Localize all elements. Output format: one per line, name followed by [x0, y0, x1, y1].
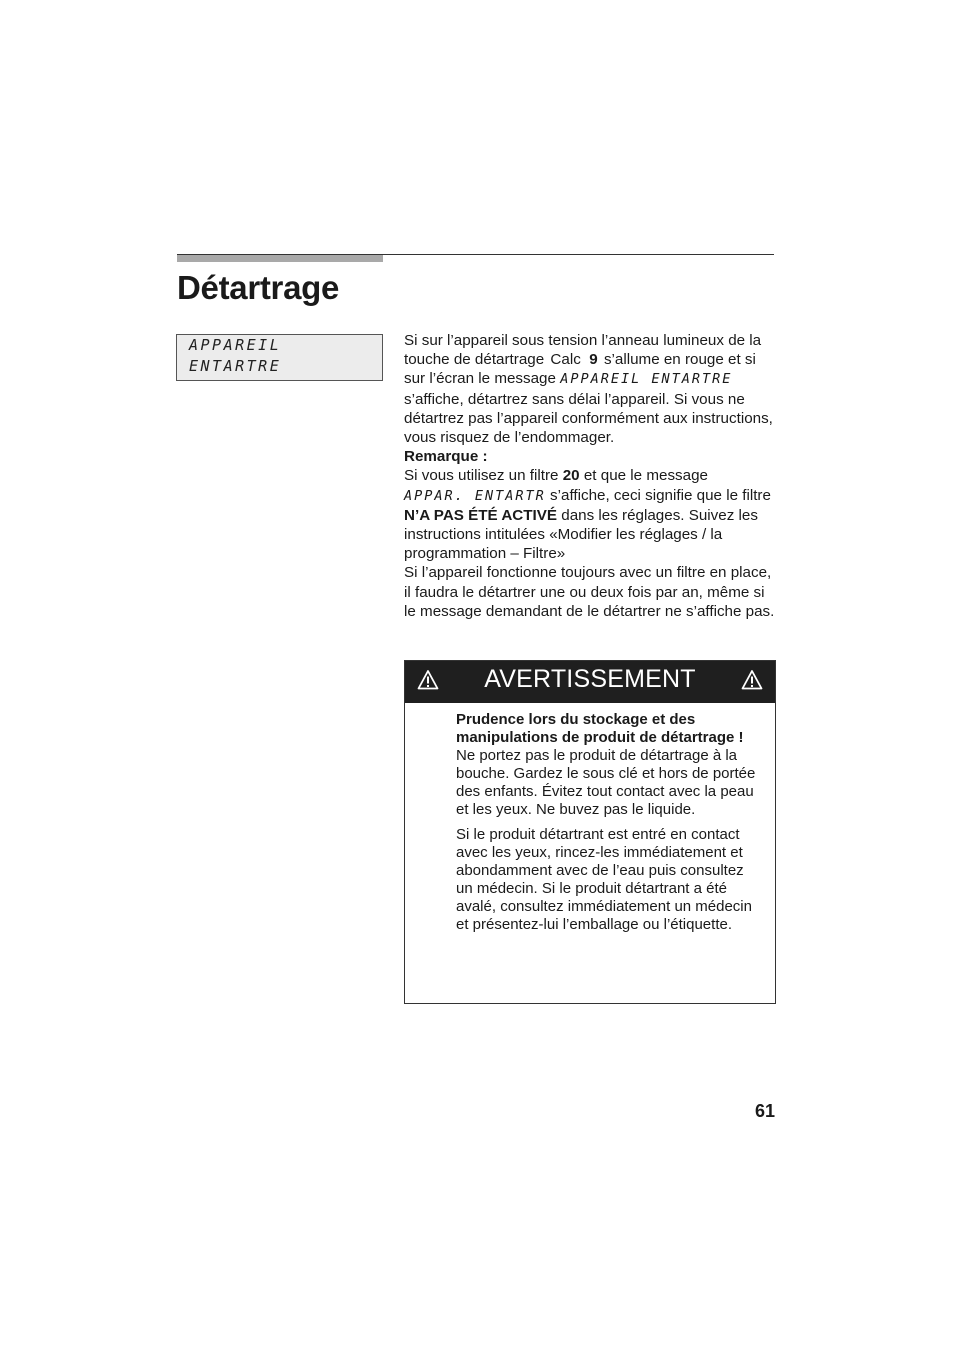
filter-display-message: APPAR. ENTARTR	[404, 487, 546, 504]
warning-body	[456, 711, 756, 934]
header-accent-bar	[177, 255, 383, 262]
display-message: APPAREIL ENTARTRE	[560, 371, 733, 388]
filter-note-paragraph: Si l’appareil fonctionne toujours avec un filtre en place, il faudra le détartrer une ou deux fois par an, même si le message demandant de le détartrer ne s’affiche pas.	[404, 564, 775, 620]
page-title: Détartrage	[177, 269, 340, 306]
display-screen	[176, 334, 383, 381]
text-column	[404, 331, 776, 621]
display-line-2: ENTARTRE	[189, 357, 282, 375]
filter-status: N’A PAS ÉTÉ ACTIVÉ	[404, 506, 558, 524]
display-line-1: APPAREIL	[189, 336, 282, 354]
page-number: 61	[754, 1101, 775, 1121]
warning-box	[404, 660, 776, 1004]
warning-paragraph-2: Si le produit détartrant est entré en contact avec les yeux, rincez-les immédiatement et abondamment avec de l’eau puis consultez un médecin. Si le produit détartrant a été avalé, consultez immédiatement un médecin et présentez-lui l’emballage ou l’étiquette.	[456, 826, 752, 933]
remark-paragraph: Si vous utilisez un filtre 20 et que le message APPAR. ENTARTR s’affiche, ceci signifie que le filtre N’A PAS ÉTÉ ACTIVÉ dans les réglages. Suivez les instructions intitulées «Modifier les réglages / la programmation – Filtre»	[404, 467, 771, 563]
warning-paragraph-1: Ne portez pas le produit de détartrage à la bouche. Gardez le sous clé et hors de portée des enfants. Évitez tout contact avec la peau et les yeux. Ne buvez pas le liquide.	[456, 746, 756, 818]
warning-heading: Prudence lors du stockage et des manipulations de produit de détartrage !	[456, 711, 744, 746]
remark-label: Remarque :	[404, 448, 488, 466]
calc-key-label: Calc 9	[550, 351, 598, 369]
warning-triangle-icon	[741, 669, 763, 691]
intro-paragraph: Si sur l’appareil sous tension l’anneau lumineux de la touche de détartrage Calc 9 s’allume en rouge et si sur l’écran le message APPAREIL ENTARTRE s’affiche, détartrez sans délai l’appareil. Si vous ne détartrez pas l’appareil conformément aux instructions, vous risquez de l’endommager.	[404, 332, 773, 447]
filter-number: 20	[562, 467, 580, 485]
warning-header	[405, 661, 775, 703]
warning-title: AVERTISSEMENT	[484, 665, 696, 693]
